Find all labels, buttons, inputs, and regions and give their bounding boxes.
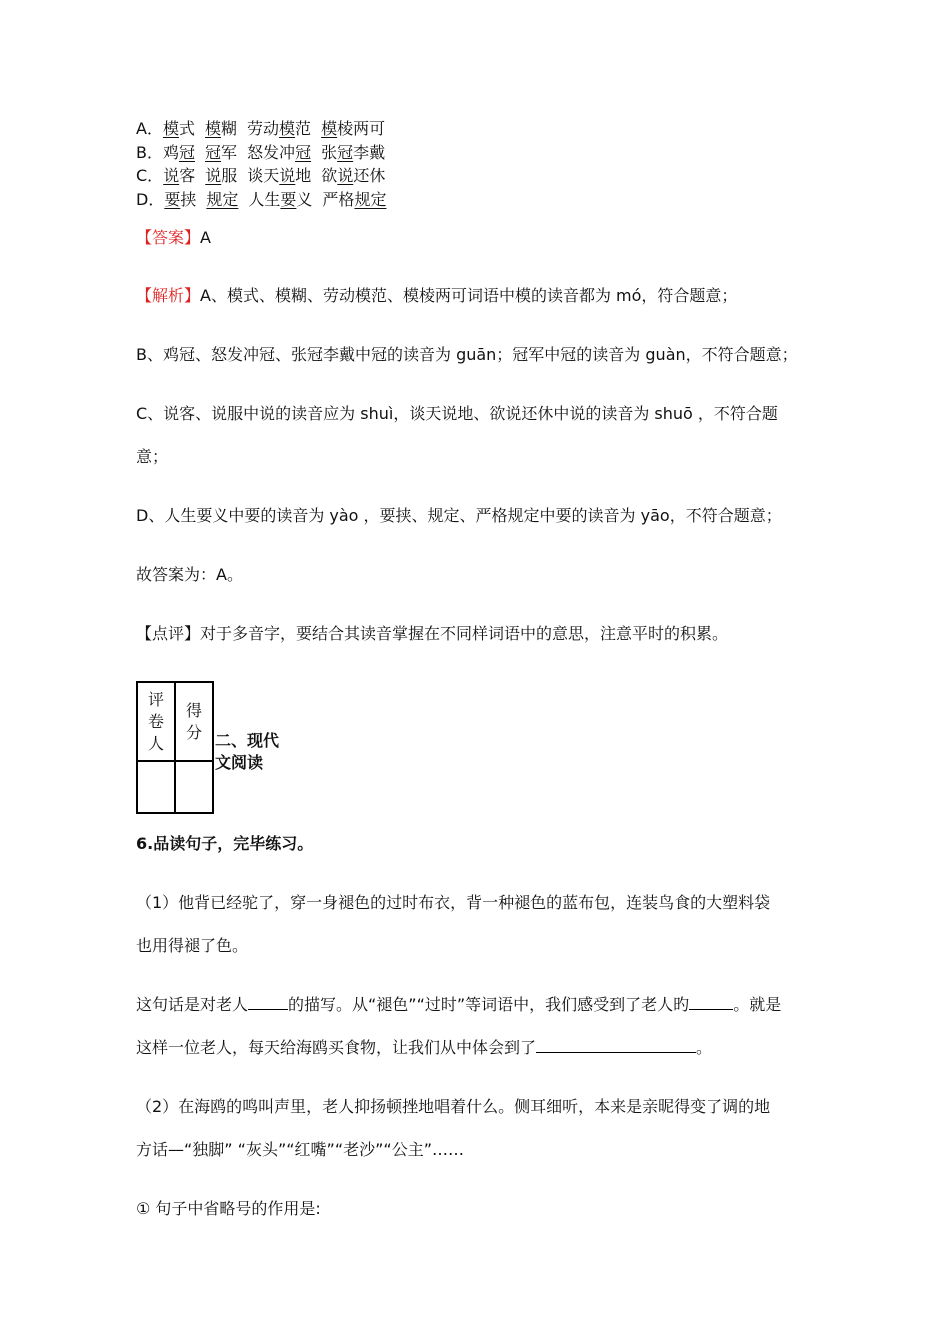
blank-field[interactable] [248,994,288,1010]
section-title-2: 文阅读 [215,753,264,772]
analysis-label: 【解析】 [136,286,201,305]
word: 鸡冠 [162,143,196,162]
analysis-line-c1: C、说客、说服中说的读音应为 shuì，谈天说地、欲说还休中说的读音为 shuō ，不符合题 [136,404,778,423]
option-letter: A． [136,119,163,138]
sentence-2-line-1: （2）在海鸥的鸣叫声里，老人抑扬顿挫地唱着什么。侧耳细听，本来是亲昵得变了调的地 [136,1097,771,1116]
option-b [136,140,395,163]
sentence-2-line-2: 方话—“独脚” “灰头”“红嘴”“老沙”“公主”…… [136,1140,464,1159]
answer-label: 【答案】 [136,228,201,247]
blank-field[interactable] [689,994,733,1010]
word: 说服 [205,166,238,185]
reviewer-label: 评卷人 [147,689,164,753]
word: 严格规定 [322,190,387,209]
word: 模棱两可 [321,119,386,138]
option-letter: D． [136,190,165,209]
reviewer-input-cell[interactable] [137,761,175,813]
word: 劳动模范 [247,119,312,138]
question-title: 6.品读句子，完毕练习。 [136,834,314,853]
option-letter: B． [136,143,163,162]
answer-line [136,225,211,248]
word: 怒发冲冠 [247,143,312,162]
analysis-line-c2: 意； [136,447,169,466]
word: 模糊 [204,119,238,138]
word: 冠军 [205,143,238,162]
option-letter: C． [136,166,164,185]
sentence-1-line-2: 也用得褪了色。 [136,936,249,955]
analysis-line-d: D、人生要义中要的读音为 yào ，要挟、规定、严格规定中要的读音为 yāo，不符合题意； [136,506,782,525]
fill-line-2: 这样一位老人，每天给海鸥买食物，让我们从中体会到了 。 [136,1038,713,1057]
blank-field[interactable] [536,1037,696,1053]
score-input-cell[interactable] [175,761,213,813]
word: 规定 [206,190,239,209]
option-d [136,187,396,210]
score-cell [175,682,213,761]
word: 欲说还休 [321,166,386,185]
word: 张冠李戴 [321,143,386,162]
word: 要挟 [164,190,197,209]
analysis-line-b: B、鸡冠、怒发冲冠、张冠李戴中冠的读音为 guān；冠军中冠的读音为 guàn，不符合题意； [136,345,798,364]
option-a [136,116,395,139]
analysis-text-a: A、模式、模糊、劳动模范、模棱两可词语中模的读音都为 mó，符合题意； [200,286,738,305]
score-table [136,681,214,814]
analysis-line-a [136,283,737,306]
option-c [136,163,395,186]
sub-question-1: ① 句子中省略号的作用是: [136,1199,321,1218]
analysis-conclusion: 故答案为：A。 [136,565,243,584]
reviewer-cell [137,682,175,761]
score-label: 得分 [185,700,202,742]
word: 模式 [162,119,195,138]
word: 说客 [163,166,196,185]
sentence-1-line-1: （1）他背已经驼了，穿一身褪色的过时布衣，背一种褪色的蓝布包，连装鸟食的大塑料袋 [136,893,771,912]
word: 人生要义 [248,190,313,209]
word: 谈天说地 [247,166,312,185]
section-title-1: 二、现代 [215,731,280,750]
fill-line-1: 这句话是对老人 的描写。从“褪色”“过时”等词语中，我们感受到了老人旳 。就是 [136,995,782,1014]
answer-value: A [200,228,211,247]
comment-line: 【点评】对于多音字，要结合其读音掌握在不同样词语中的意思，注意平时的积累。 [136,624,729,643]
